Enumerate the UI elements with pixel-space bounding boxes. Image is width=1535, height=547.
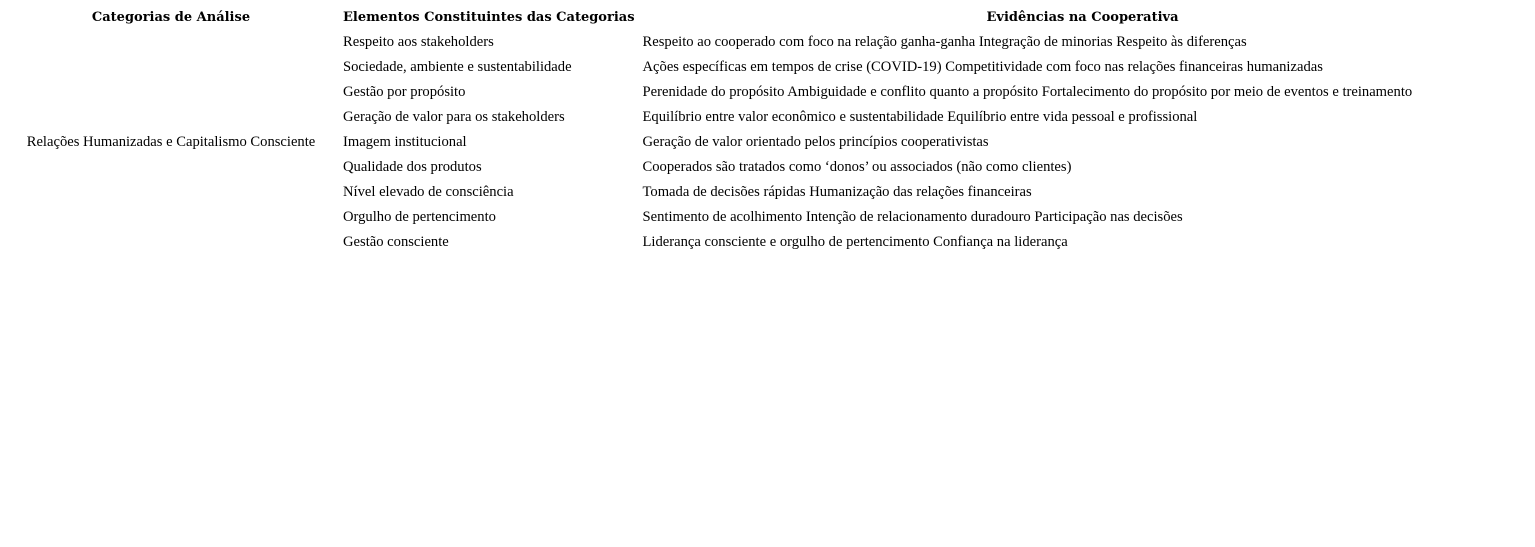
element-cell: Gestão por propósito xyxy=(343,84,466,100)
element-cell: Qualidade dos produtos xyxy=(343,159,482,175)
evidence-cell: Liderança consciente e orgulho de pertencimento Confiança na liderança xyxy=(642,234,1068,250)
evidence-cell: Geração de valor orientado pelos princípios cooperativistas xyxy=(642,134,989,150)
element-cell: Geração de valor para os stakeholders xyxy=(343,109,565,125)
evidence-cell: Ações específicas em tempos de crise (COVID-19) Competitividade com foco nas relações financeiras humanizadas xyxy=(642,59,1323,75)
element-cell: Imagem institucional xyxy=(343,134,467,150)
header-elements: Elementos Constituintes das Categorias xyxy=(343,10,635,25)
header-row xyxy=(3,5,1527,30)
category-cell: Relações Humanizadas e Capitalismo Consciente xyxy=(26,134,316,150)
evidence-cell: Equilíbrio entre valor econômico e sustentabilidade Equilíbrio entre vida pessoal e profissional xyxy=(642,109,1198,125)
element-cell: Sociedade, ambiente e sustentabilidade xyxy=(343,59,572,75)
element-cell: Gestão consciente xyxy=(343,234,449,250)
evidence-cell: Cooperados são tratados como ‘donos’ ou associados (não como clientes) xyxy=(642,159,1072,175)
element-cell: Orgulho de pertencimento xyxy=(343,209,496,225)
header-category: Categorias de Análise xyxy=(91,10,251,25)
table-row xyxy=(3,30,1527,55)
evidence-cell: Perenidade do propósito Ambiguidade e conflito quanto a propósito Fortalecimento do propósito por meio de eventos e treinamento xyxy=(642,84,1413,100)
evidence-cell: Sentimento de acolhimento Intenção de relacionamento duradouro Participação nas decisões xyxy=(642,209,1183,225)
evidence-cell: Tomada de decisões rápidas Humanização das relações financeiras xyxy=(642,184,1032,200)
header-evidence: Evidências na Cooperativa xyxy=(986,10,1179,25)
evidence-cell: Respeito ao cooperado com foco na relação ganha-ganha Integração de minorias Respeito às diferenças xyxy=(642,34,1247,50)
element-cell: Respeito aos stakeholders xyxy=(343,34,494,50)
element-cell: Nível elevado de consciência xyxy=(343,184,514,200)
analysis-table xyxy=(3,5,1527,255)
